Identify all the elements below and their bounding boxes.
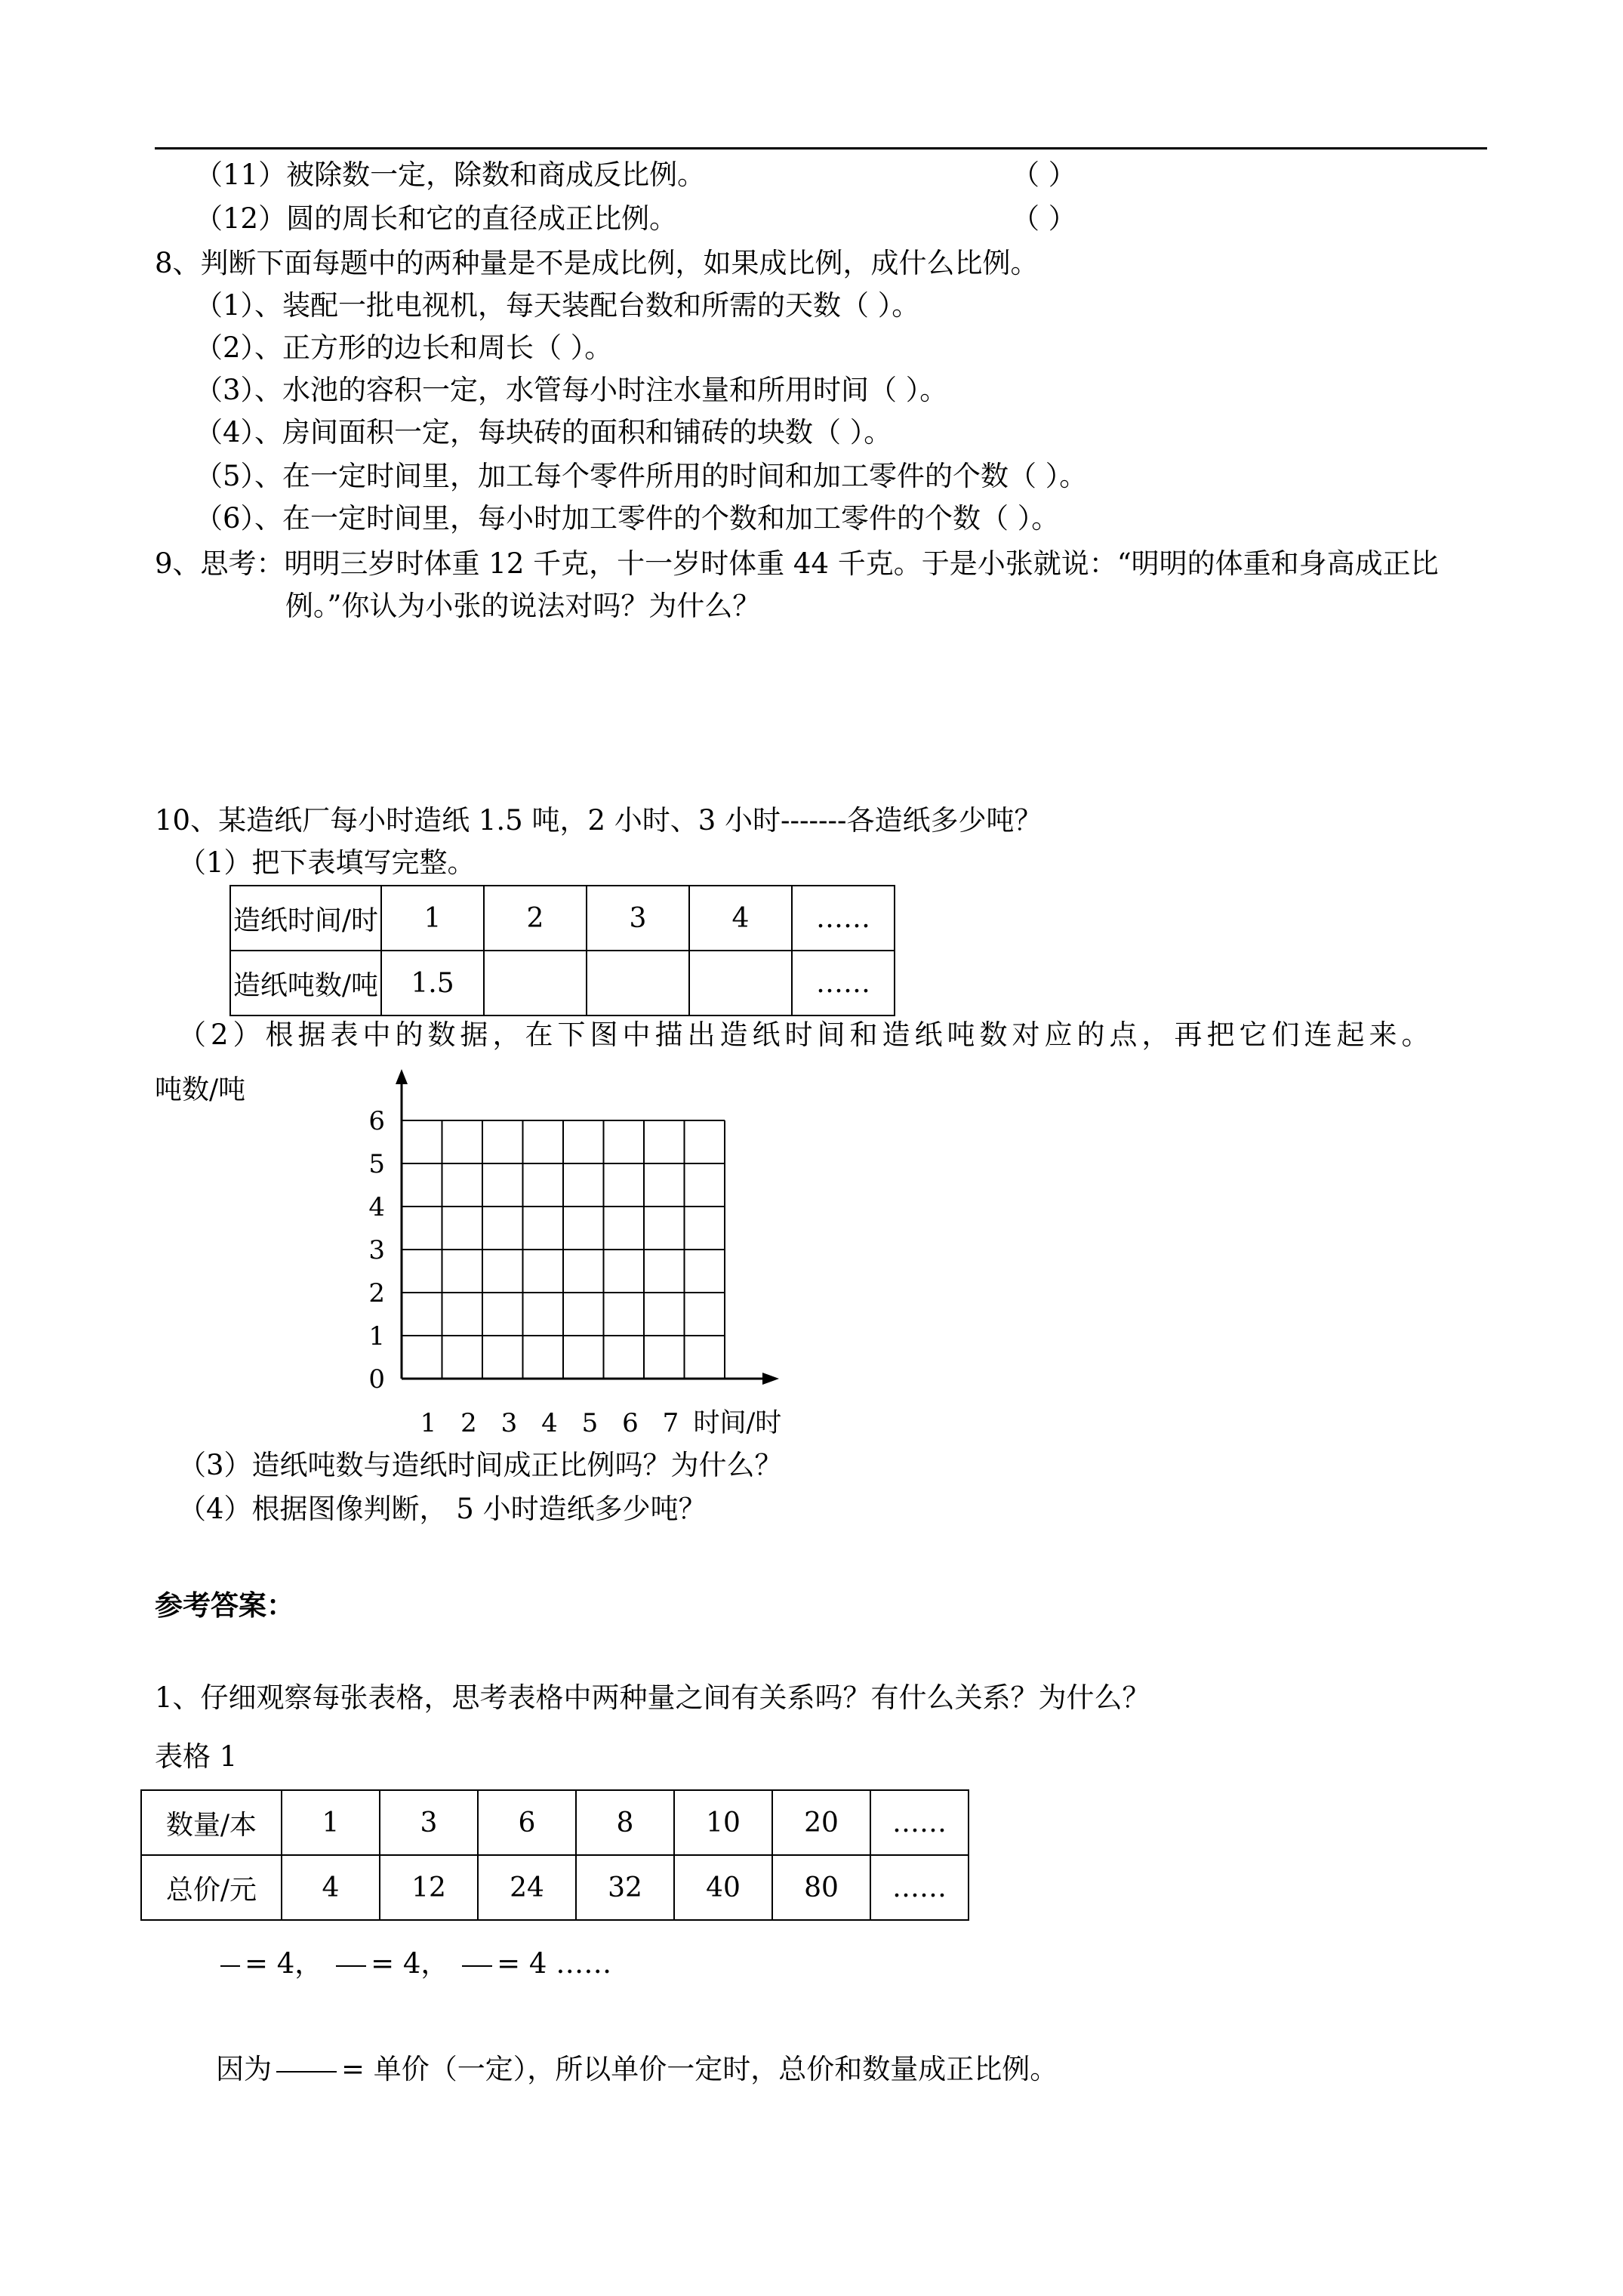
y-tick-label: 2 [368, 1278, 385, 1308]
table-row [230, 886, 895, 951]
table-cell: 3 [380, 1790, 478, 1855]
table-cell: 6 [478, 1790, 576, 1855]
y-tick-label: 0 [368, 1364, 385, 1395]
x-tick-label: 1 [420, 1408, 437, 1438]
table-row [141, 1855, 969, 1920]
q8-item-4: （4）、房间面积一定，每块砖的面积和铺砖的块数（ ）。 [195, 416, 892, 448]
header-rule [155, 147, 1487, 149]
table-cell: 40 [674, 1855, 772, 1920]
table-cell[interactable] [484, 951, 587, 1015]
y-tick-label: 1 [368, 1321, 385, 1351]
q8-item-5: （5）、在一定时间里，加工每个零件所用的时间和加工零件的个数（ ）。 [195, 460, 1088, 492]
q10-sub-1: （1）把下表填写完整。 [178, 846, 476, 879]
table-cell: 10 [674, 1790, 772, 1855]
ratio-line [216, 1947, 612, 1980]
answers-table-1 [140, 1789, 969, 1921]
ratio-1: = 4， [245, 1947, 323, 1980]
table-cell: …… [792, 886, 895, 951]
q8-item-1: （1）、装配一批电视机，每天装配台数和所需的天数（ ）。 [195, 289, 920, 322]
q10-table [229, 885, 895, 1016]
table-cell: 24 [478, 1855, 576, 1920]
conclusion-suffix: = 单价（一定），所以单价一定时，总价和数量成正比例。 [341, 2053, 1058, 2085]
table-cell: …… [792, 951, 895, 1015]
q10-grid-chart[interactable] [151, 1057, 830, 1450]
answers-heading: 参考答案： [155, 1589, 294, 1622]
judge-item-11: （11）被除数一定，除数和商成反比例。 [195, 159, 706, 191]
chart-grid [402, 1120, 725, 1379]
table-cell[interactable] [587, 951, 689, 1015]
table-cell: 20 [772, 1790, 870, 1855]
table-cell: 数量/本 [141, 1790, 282, 1855]
table-row [141, 1790, 969, 1855]
q8-title: 8、判断下面每题中的两种量是不是成比例，如果成比例，成什么比例。 [155, 247, 1039, 279]
q10-title: 10、某造纸厂每小时造纸 1.5 吨，2 小时、3 小时-------各造纸多少吨？ [155, 804, 1042, 837]
conclusion-line [216, 2055, 1058, 2083]
x-tick-label: 2 [460, 1408, 477, 1438]
q8-item-3: （3）、水池的容积一定，水管每小时注水量和所用时间（ ）。 [195, 374, 948, 406]
x-tick-label: 6 [622, 1408, 639, 1438]
y-axis-arrow-icon [396, 1069, 408, 1084]
table-cell: 2 [484, 886, 587, 951]
fraction-bar [276, 2071, 337, 2073]
table-cell: 总价/元 [141, 1855, 282, 1920]
y-tick-label: 3 [368, 1235, 385, 1265]
x-tick-label: 5 [581, 1408, 599, 1438]
table-cell: 造纸吨数/吨 [230, 951, 381, 1015]
conclusion-prefix: 因为 [216, 2053, 272, 2085]
y-tick-label: 6 [368, 1106, 385, 1136]
table-cell: 1 [282, 1790, 380, 1855]
table-cell: 4 [689, 886, 792, 951]
q10-sub-2: （2）根据表中的数据，在下图中描出造纸时间和造纸吨数对应的点，再把它们连起来。 [178, 1019, 1434, 1051]
table-cell: 12 [380, 1855, 478, 1920]
table1-label: 表格 1 [155, 1740, 238, 1773]
table-cell: 32 [576, 1855, 674, 1920]
judge-item-12-paren[interactable]: （ ） [1012, 202, 1076, 235]
table-cell: 4 [282, 1855, 380, 1920]
q8-item-6: （6）、在一定时间里，每小时加工零件的个数和加工零件的个数（ ）。 [195, 502, 1060, 535]
fraction-bar [336, 1965, 366, 1967]
fraction-bar [220, 1965, 240, 1967]
x-tick-label: 7 [662, 1408, 679, 1438]
table-cell[interactable] [689, 951, 792, 1015]
table-cell: 3 [587, 886, 689, 951]
x-axis-arrow-icon [762, 1373, 779, 1385]
x-axis-label: 时间/时 [693, 1408, 782, 1438]
table-cell: 造纸时间/时 [230, 886, 381, 951]
judge-item-11-paren[interactable]: （ ） [1012, 159, 1076, 191]
table-cell: 1.5 [381, 951, 484, 1015]
table-cell: …… [870, 1790, 969, 1855]
y-axis-label: 吨数/吨 [155, 1074, 246, 1105]
fraction-bar [462, 1965, 492, 1967]
table-cell: …… [870, 1855, 969, 1920]
x-tick-label: 4 [541, 1408, 558, 1438]
judge-item-12: （12）圆的周长和它的直径成正比例。 [195, 202, 678, 235]
table-cell: 8 [576, 1790, 674, 1855]
table-cell: 80 [772, 1855, 870, 1920]
ratio-2: = 4， [371, 1947, 449, 1980]
q9-line-2: 例。”你认为小张的说法对吗？为什么？ [285, 590, 761, 622]
answers-q1: 1、仔细观察每张表格，思考表格中两种量之间有关系吗？有什么关系？为什么？ [155, 1681, 1150, 1714]
y-tick-label: 4 [368, 1192, 385, 1222]
chart-labels [155, 1074, 781, 1438]
x-tick-label: 3 [500, 1408, 518, 1438]
q10-sub-4: （4）根据图像判断， 5 小时造纸多少吨？ [178, 1493, 707, 1525]
ratio-3: = 4 …… [497, 1947, 612, 1980]
table-row [230, 951, 895, 1015]
q10-sub-3: （3）造纸吨数与造纸时间成正比例吗？为什么？ [178, 1449, 783, 1481]
y-tick-label: 5 [368, 1149, 385, 1179]
table-cell: 1 [381, 886, 484, 951]
q9-line-1: 9、思考：明明三岁时体重 12 千克，十一岁时体重 44 千克。于是小张就说：“明明的体重和身高成正比 [155, 547, 1439, 580]
chart-axes [396, 1069, 779, 1385]
q8-item-2: （2）、正方形的边长和周长（ ）。 [195, 331, 613, 364]
